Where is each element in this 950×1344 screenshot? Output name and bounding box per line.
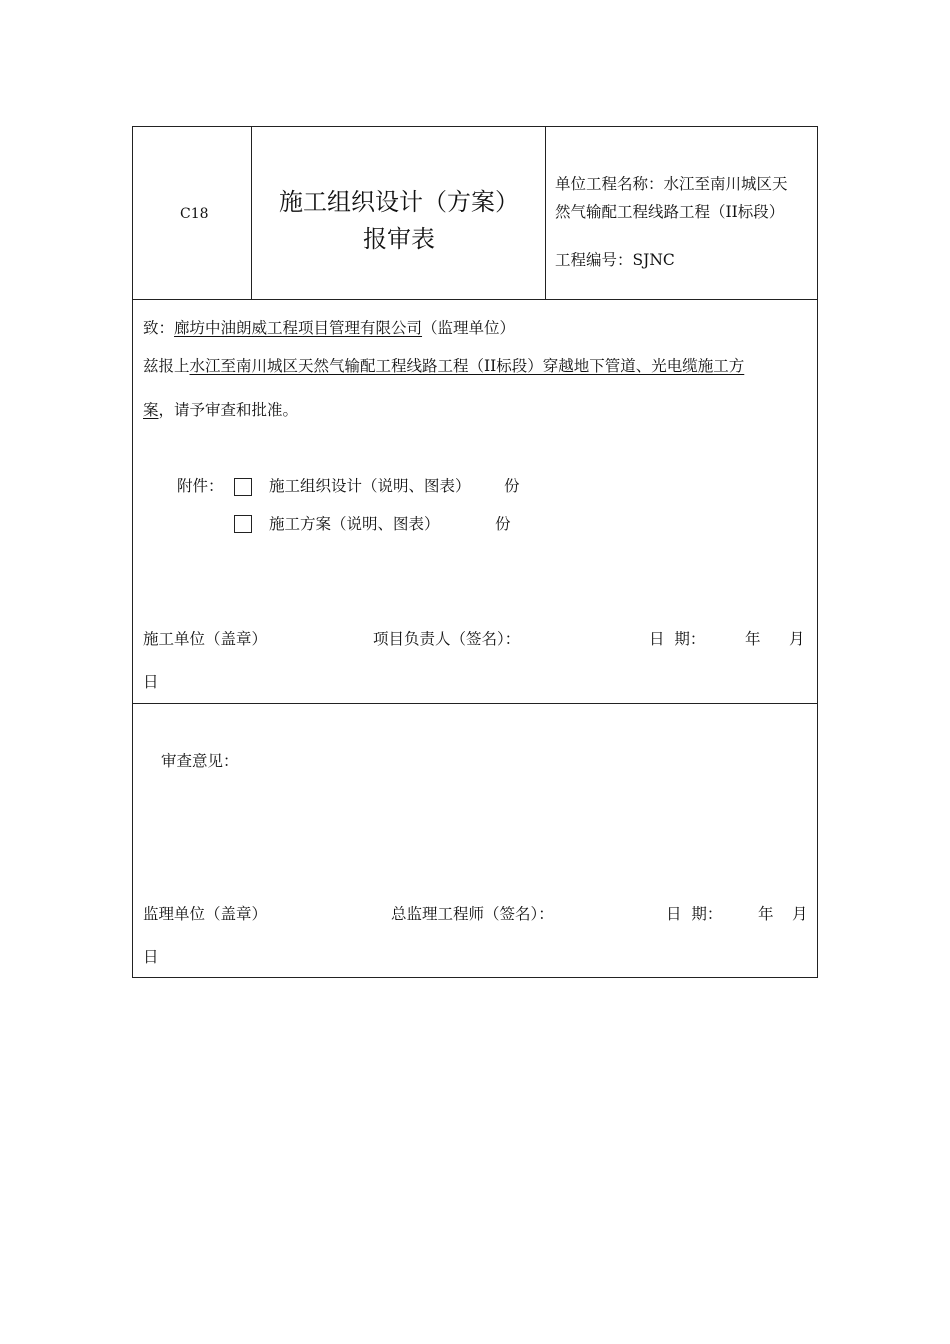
review-year-label: 年 [758,905,774,923]
report-suffix: ，请予审查和批准。 [158,401,299,419]
report-prefix: 兹报上 [143,357,190,375]
attachment-checkbox-org-design[interactable] [234,478,252,496]
approval-form [132,126,818,978]
submission-year-label: 年 [745,630,761,648]
supervision-unit-suffix: （监理单位） [422,319,516,337]
form-title-line1: 施工组织设计（方案） [279,188,519,216]
project-number: SJNC [632,251,675,269]
header-bottom-border [133,299,817,300]
report-line2 [143,398,298,420]
plan-name-line1: 水江至南川城区天然气输配工程线路工程（II标段）穿越地下管道、光电缆施工方 [189,357,745,375]
submission-day-label: 日 [143,673,159,691]
review-day-label: 日 [143,948,159,966]
section-divider [133,703,817,704]
attachment-unit-org-design: 份 [504,477,520,495]
plan-name-line2: 案 [143,401,159,419]
construction-unit-seal-label: 施工单位（盖章） [143,630,268,648]
project-manager-signature-label: 项目负责人（签名）： [373,630,521,648]
supervision-unit-seal-label: 监理单位（盖章） [143,905,268,923]
submission-date-label: 日 期： [649,630,706,648]
project-number-row [555,248,675,270]
attachments-label: 附件： [177,477,224,495]
attachment-label-construction-plan: 施工方案（说明、图表） [269,515,440,533]
addressee-line [143,316,515,338]
unit-project-name: 水江至南川城区天 [663,175,788,193]
submission-month-label: 月 [789,630,805,648]
unit-project-name-line2: 然气输配工程线路工程（II标段） [555,203,785,221]
report-line1 [143,354,744,376]
chief-engineer-signature-label: 总监理工程师（签名）： [391,905,554,923]
supervision-company: 廊坊中油朗威工程项目管理有限公司 [174,319,423,337]
form-title-line2: 报审表 [363,225,435,253]
to-label: 致： [143,319,175,337]
attachment-label-org-design: 施工组织设计（说明、图表） [269,477,471,495]
review-date-label: 日 期： [666,905,723,923]
unit-project-label: 单位工程名称： [555,175,664,193]
review-month-label: 月 [792,905,808,923]
review-opinion-label: 审查意见： [161,752,239,770]
header-divider-left [251,127,252,300]
project-number-label: 工程编号： [555,251,633,269]
unit-project-line1 [555,172,788,194]
attachment-checkbox-construction-plan[interactable] [234,515,252,533]
header-divider-right [545,127,546,300]
form-code: C18 [180,206,209,222]
attachment-unit-construction-plan: 份 [495,515,511,533]
